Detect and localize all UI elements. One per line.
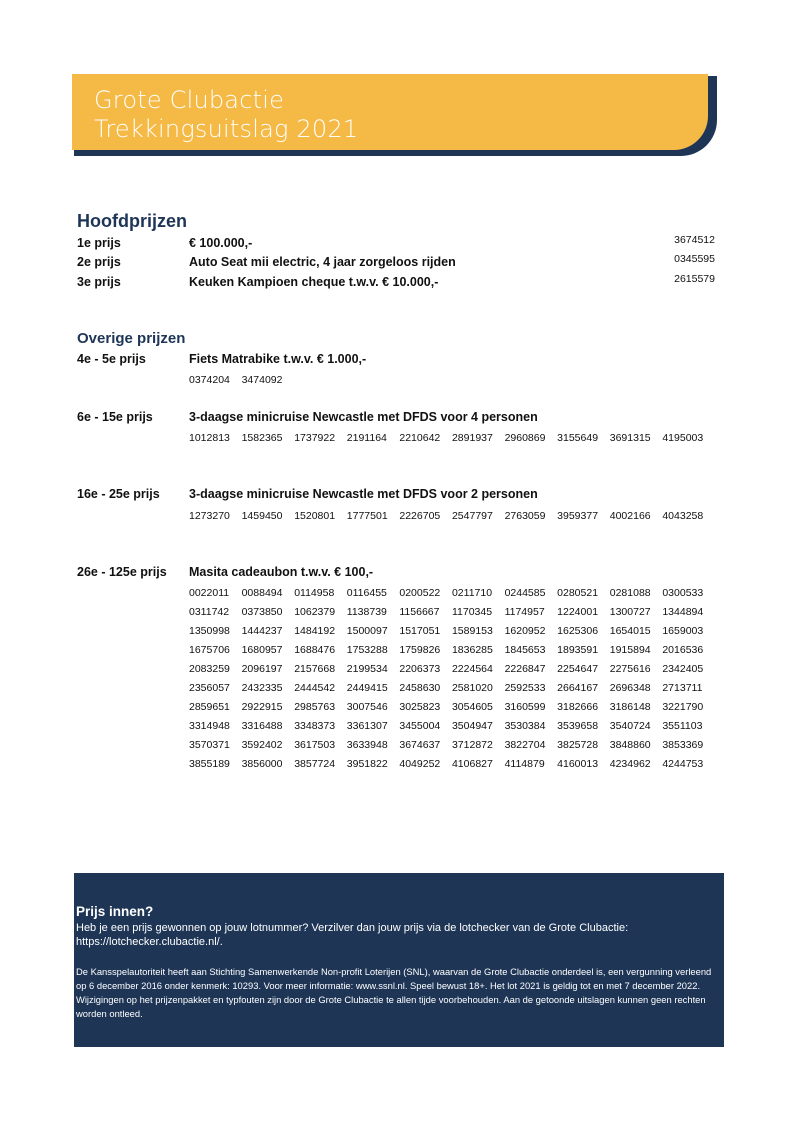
- winning-number: 3674512: [674, 234, 715, 246]
- winning-number: 1845653: [504, 644, 546, 656]
- winning-number: 1520801: [294, 510, 336, 522]
- winning-number: 2096197: [241, 663, 283, 675]
- winning-number: 3633948: [346, 739, 388, 751]
- winning-number: 3822704: [504, 739, 546, 751]
- page-title: [94, 86, 358, 144]
- winning-number: 1680957: [241, 644, 283, 656]
- main-prizes-heading: Hoofdprijzen: [77, 211, 187, 231]
- winning-number: 1688476: [294, 644, 336, 656]
- winning-number: 3712872: [451, 739, 493, 751]
- winning-number: 3540724: [609, 720, 651, 732]
- winning-number: 2083259: [189, 663, 230, 675]
- winning-number: 1659003: [662, 625, 704, 637]
- winning-number: 3853369: [662, 739, 704, 751]
- winning-number: 4106827: [451, 758, 493, 770]
- title-line-2: Trekkingsuitslag 2021: [94, 115, 359, 143]
- winning-number: 0114958: [294, 587, 335, 599]
- winning-number: 1174957: [504, 606, 545, 618]
- winning-number: 1675706: [189, 644, 230, 656]
- winning-number: 1759826: [399, 644, 441, 656]
- winning-number: 1156667: [399, 606, 440, 618]
- prize-rank: 2e prijs: [77, 255, 121, 269]
- winning-number: 2016536: [662, 644, 704, 656]
- winning-number: 3314948: [189, 720, 230, 732]
- winning-number: 3825728: [557, 739, 599, 751]
- winning-number: 2157668: [294, 663, 336, 675]
- winning-number: 3617503: [294, 739, 336, 751]
- winning-number: 0345595: [674, 253, 715, 265]
- winning-number: 2763059: [504, 510, 546, 522]
- winning-number: 3221790: [662, 701, 704, 713]
- winning-number: 4160013: [557, 758, 599, 770]
- winning-number: 4043258: [662, 510, 704, 522]
- winning-number: 1625306: [557, 625, 599, 637]
- footer-claim-text: Heb je een prijs gewonnen op jouw lotnummer? Verzilver dan jouw prijs via de lotchecker van de Grote Clubactie: https://lotchecker.clubactie.nl/.: [76, 922, 629, 948]
- winning-number: 3674637: [399, 739, 441, 751]
- footer-legal-text: De Kansspelautoriteit heeft aan Stichting Samenwerkende Non-profit Loterijen (SNL), waarvan de Grote Clubactie onderdeel is, een vergunning verleend op 6 december 2016 onder kenmerk: 10293. Voor meer informatie: www.ssnl.nl. Speel bewust 18+. Het lot 2021 is geldig tot en met 7 december 2022. Wijzigingen op het prijzenpakket en typfouten zijn door de Grote Clubactie te allen tijde voorbehouden. Aan de getoonde uitslagen kunnen geen rechten worden ontleed.: [76, 966, 712, 1019]
- winning-number: 2592533: [504, 682, 546, 694]
- winning-number: 2458630: [399, 682, 441, 694]
- winning-number: 0211710: [451, 587, 493, 599]
- winning-number: 2696348: [609, 682, 651, 694]
- winning-number: 1915894: [609, 644, 651, 656]
- prize-rank: 1e prijs: [77, 236, 121, 250]
- winning-number: 4002166: [609, 510, 651, 522]
- winning-number: 3857724: [294, 758, 336, 770]
- winning-number: 3592402: [241, 739, 283, 751]
- winning-number: 4114879: [504, 758, 545, 770]
- prize-description: Auto Seat mii electric, 4 jaar zorgeloos rijden: [189, 255, 456, 269]
- winning-number: 2206373: [399, 663, 441, 675]
- winning-number: 0280521: [557, 587, 599, 599]
- winning-number: 0116455: [346, 587, 387, 599]
- winning-number: 3025823: [399, 701, 441, 713]
- prize-group-description: Masita cadeaubon t.w.v. € 100,-: [189, 565, 374, 579]
- prize-group-rank: 26e - 125e prijs: [77, 565, 167, 579]
- winning-number: 0244585: [504, 587, 546, 599]
- winning-number: 3539658: [557, 720, 599, 732]
- winning-number: 3856000: [241, 758, 283, 770]
- winning-number: 2191164: [346, 432, 387, 444]
- winning-number: 2922915: [241, 701, 283, 713]
- winning-numbers-grid: [189, 432, 729, 451]
- winning-number: 3348373: [294, 720, 336, 732]
- winning-number: 2226705: [399, 510, 441, 522]
- winning-number: 3551103: [662, 720, 703, 732]
- winning-number: 4049252: [399, 758, 441, 770]
- main-prize-row: [77, 275, 717, 293]
- winning-numbers-grid: [189, 510, 729, 529]
- winning-number: 0200522: [399, 587, 441, 599]
- prize-group-rank: 6e - 15e prijs: [77, 410, 153, 424]
- winning-number: 2444542: [294, 682, 336, 694]
- winning-number: 2859651: [189, 701, 230, 713]
- title-line-1: Grote Clubactie: [94, 86, 285, 114]
- winning-number: 2226847: [504, 663, 546, 675]
- winning-number: 1012813: [189, 432, 230, 444]
- winning-number: 0300533: [662, 587, 704, 599]
- winning-number: 2432335: [241, 682, 283, 694]
- prize-group-description: Fiets Matrabike t.w.v. € 1.000,-: [189, 352, 367, 366]
- winning-number: 3530384: [504, 720, 546, 732]
- winning-number: 1753288: [346, 644, 388, 656]
- winning-number: 4244753: [662, 758, 704, 770]
- winning-number: 2342405: [662, 663, 704, 675]
- prize-group-rank: 4e - 5e prijs: [77, 352, 146, 366]
- winning-number: 3474092: [241, 374, 283, 386]
- winning-number: 3855189: [189, 758, 230, 770]
- winning-number: 2547797: [451, 510, 493, 522]
- winning-number: 1500097: [346, 625, 388, 637]
- prize-group-rank: 16e - 25e prijs: [77, 487, 160, 501]
- winning-number: 2664167: [557, 682, 599, 694]
- winning-number: 2275616: [609, 663, 651, 675]
- winning-number: 4234962: [609, 758, 651, 770]
- winning-number: 2356057: [189, 682, 230, 694]
- winning-number: 0373850: [241, 606, 283, 618]
- winning-number: 1654015: [609, 625, 651, 637]
- winning-number: 3361307: [346, 720, 388, 732]
- winning-number: 3504947: [451, 720, 493, 732]
- winning-number: 3570371: [189, 739, 230, 751]
- winning-number: 1350998: [189, 625, 230, 637]
- winning-number: 1138739: [346, 606, 387, 618]
- winning-number: 3182666: [557, 701, 599, 713]
- winning-number: 3951822: [346, 758, 388, 770]
- winning-number: 1737922: [294, 432, 336, 444]
- winning-number: 0281088: [609, 587, 651, 599]
- winning-number: 0311742: [189, 606, 230, 618]
- main-prize-row: [77, 255, 717, 273]
- winning-number: 3959377: [557, 510, 599, 522]
- winning-number: 0088494: [241, 587, 283, 599]
- winning-number: 3316488: [241, 720, 283, 732]
- winning-number: 2254647: [557, 663, 599, 675]
- winning-number: 1224001: [557, 606, 599, 618]
- winning-number: 4195003: [662, 432, 704, 444]
- winning-number: 1517051: [399, 625, 441, 637]
- winning-number: 3160599: [504, 701, 546, 713]
- winning-number: 1062379: [294, 606, 336, 618]
- winning-number: 2581020: [451, 682, 493, 694]
- winning-number: 3155649: [557, 432, 599, 444]
- winning-number: 2960869: [504, 432, 546, 444]
- winning-number: 1836285: [451, 644, 493, 656]
- winning-number: 1589153: [451, 625, 493, 637]
- prize-description: € 100.000,-: [189, 236, 253, 250]
- winning-number: 3007546: [346, 701, 388, 713]
- winning-number: 2224564: [451, 663, 493, 675]
- prize-group-description: 3-daagse minicruise Newcastle met DFDS voor 4 personen: [189, 410, 538, 424]
- winning-number: 2210642: [399, 432, 441, 444]
- winning-numbers-grid: [189, 587, 729, 777]
- winning-number: 2199534: [346, 663, 388, 675]
- winning-number: 2891937: [451, 432, 493, 444]
- winning-number: 0022011: [189, 587, 230, 599]
- winning-number: 1344894: [662, 606, 704, 618]
- winning-number: 2713711: [662, 682, 703, 694]
- winning-number: 1484192: [294, 625, 336, 637]
- main-prize-row: [77, 236, 717, 254]
- winning-number: 2985763: [294, 701, 336, 713]
- winning-number: 1300727: [609, 606, 651, 618]
- footer-info-box: [74, 873, 724, 1047]
- winning-number: 0374204: [189, 374, 230, 386]
- winning-number: 1777501: [346, 510, 388, 522]
- prize-description: Keuken Kampioen cheque t.w.v. € 10.000,-: [189, 275, 439, 289]
- winning-number: 3054605: [451, 701, 493, 713]
- winning-number: 1893591: [557, 644, 599, 656]
- prize-rank: 3e prijs: [77, 275, 121, 289]
- prize-group-description: 3-daagse minicruise Newcastle met DFDS voor 2 personen: [189, 487, 538, 501]
- winning-number: 3848860: [609, 739, 651, 751]
- winning-number: 1620952: [504, 625, 546, 637]
- winning-number: 3691315: [609, 432, 651, 444]
- winning-number: 3186148: [609, 701, 651, 713]
- winning-number: 2449415: [346, 682, 388, 694]
- winning-number: 2615579: [674, 273, 715, 285]
- other-prizes-heading: Overige prijzen: [77, 330, 186, 347]
- winning-number: 1273270: [189, 510, 230, 522]
- winning-number: 1444237: [241, 625, 283, 637]
- winning-number: 3455004: [399, 720, 441, 732]
- winning-number: 1170345: [451, 606, 493, 618]
- footer-heading: Prijs innen?: [76, 904, 154, 919]
- winning-number: 1582365: [241, 432, 283, 444]
- winning-numbers-grid: [189, 374, 729, 393]
- winning-number: 1459450: [241, 510, 283, 522]
